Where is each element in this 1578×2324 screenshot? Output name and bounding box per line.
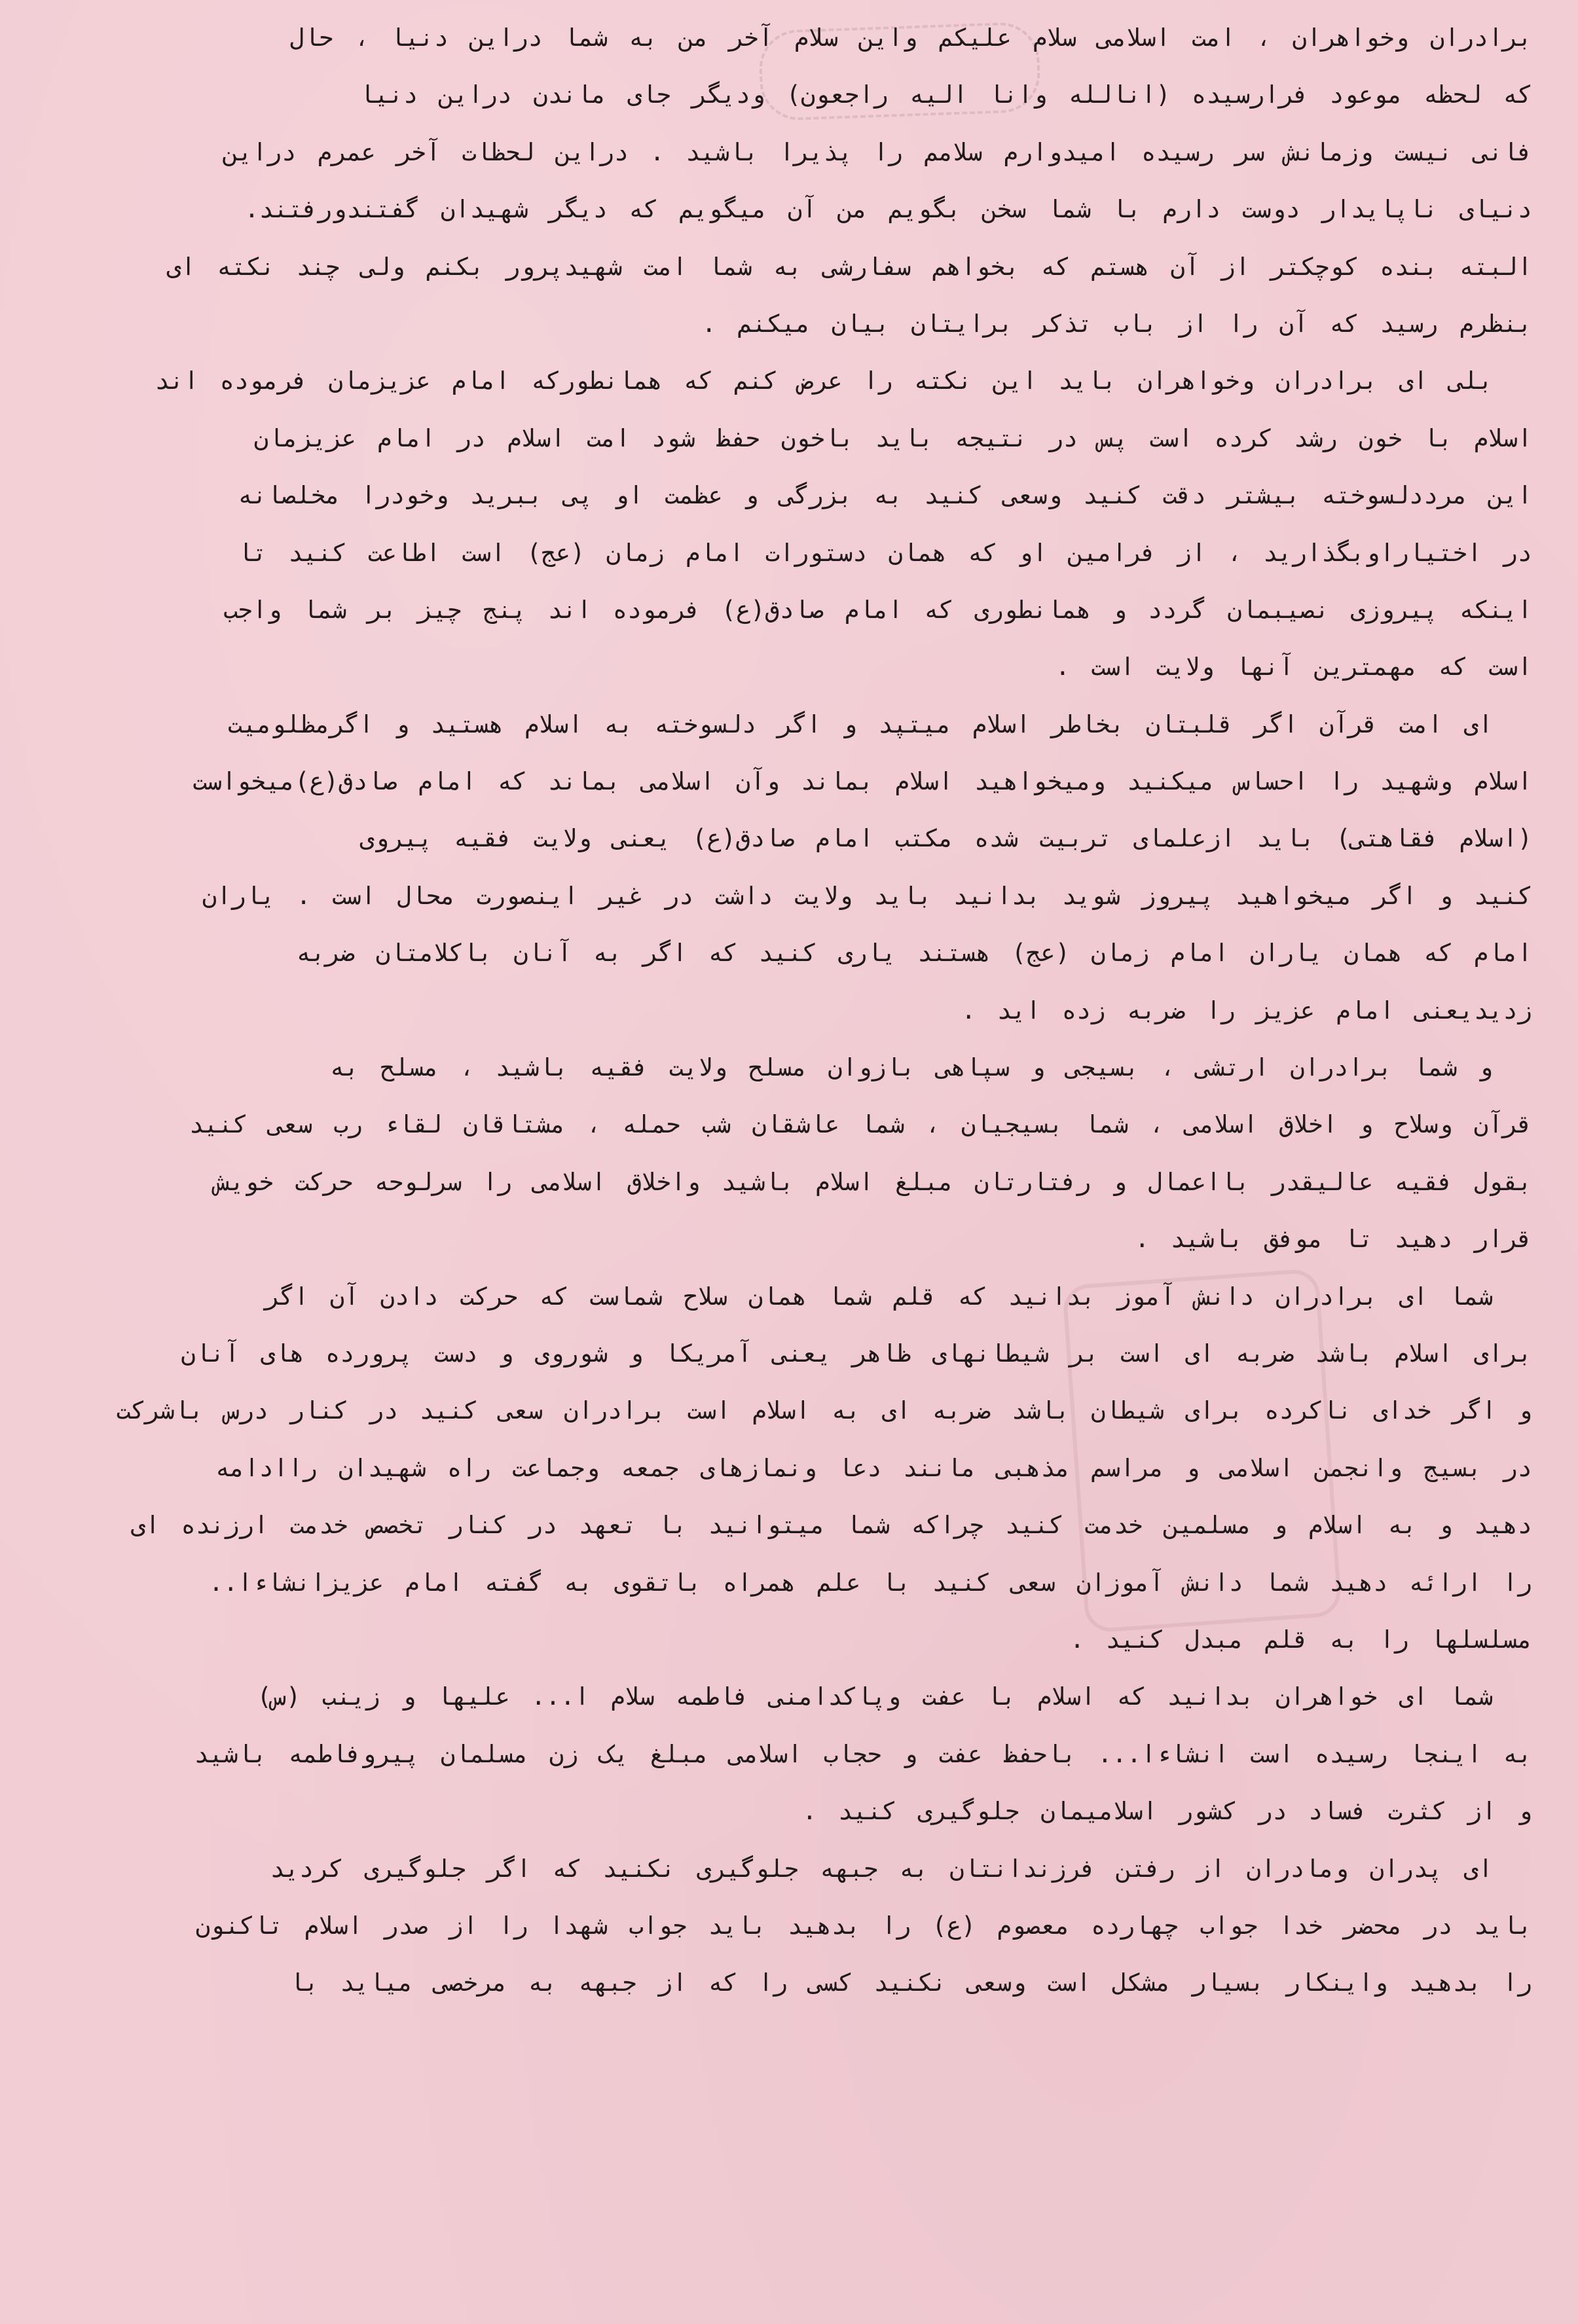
- text-line: اینکه پیروزی نصیبمان گردد و همانطوری که امام صادق(ع) فرموده اند پنج چیز بر شما واجب: [223, 595, 1532, 624]
- text-line: است که مهمترین آنها ولایت است .: [1055, 653, 1532, 681]
- text-line: بقول فقیه عالیقدر بااعمال و رفتارتان مبلغ اسلام باشید واخلاق اسلامی را سرلوحه حرکت خویش: [215, 1167, 1532, 1196]
- text-line: فانی نیست وزمانش سر رسیده امیدوارم سلامم را پذیرا باشید . دراین لحظات آخر عمرم دراین: [223, 137, 1532, 166]
- paragraph-start: ای پدران ومادران از رفتن فرزندانتان به جبهه جلوگیری نکنید که اگر جلوگیری کردید: [270, 1854, 1493, 1883]
- text-line: این مرددلسوخته بیشتر دقت کنید وسعی کنید به بزرگی و عظمت او پی ببرید وخودرا مخلصانه: [238, 481, 1532, 510]
- text-line: دهید و به اسلام و مسلمین خدمت کنید چراکه شما میتوانید با تعهد در کنار تخصص خدمت ارزنده ای: [130, 1511, 1532, 1540]
- paragraph-start: شما ای برادران دانش آموز بدانید که قلم شما همان سلاح شماست که حرکت دادن آن اگر: [265, 1282, 1493, 1311]
- text-line: اسلام با خون رشد کرده است پس در نتیجه باید باخون حفظ شود امت اسلام در امام عزیزمان: [253, 424, 1532, 452]
- text-line: و از کثرت فساد در کشور اسلامیمان جلوگیری کنید .: [802, 1797, 1532, 1826]
- text-line: و اگر خدای ناکرده برای شیطان باشد ضربه ای به اسلام است برادران سعی کنید در کنار درس باشرکت: [116, 1396, 1532, 1425]
- text-line: امام که همان یاران امام زمان (عج) هستند یاری کنید که اگر به آنان باکلامتان ضربه: [296, 939, 1532, 968]
- paragraph-start: شما ای خواهران بدانید که اسلام با عفت وپاکدامنی فاطمه سلام ا... علیها و زینب (س): [257, 1682, 1493, 1711]
- text-line: در بسیج وانجمن اسلامی و مراسم مذهبی مانند دعا ونمازهای جمعه وجماعت راه شهیدان راادامه: [215, 1453, 1532, 1482]
- text-line: را ارائه دهید شما دانش آموزان سعی کنید با علم همراه باتقوی به گفته امام عزیزانشاءا..: [208, 1568, 1532, 1597]
- text-line: در اختیاراوبگذارید ، از فرامین او که همان دستورات امام زمان (عج) است اطاعت کنید تا: [238, 538, 1532, 567]
- text-line: (اسلام فقاهتی) باید ازعلمای تربیت شده مکتب امام صادق(ع) یعنی ولایت فقیه پیروی: [359, 824, 1532, 853]
- text-line: باید در محضر خدا جواب چهارده معصوم (ع) را بدهید باید جواب شهدا را از صدر اسلام تاکنون: [195, 1911, 1532, 1940]
- text-line: البته بنده کوچکتر از آن هستم که بخواهم سفارشی به شما امت شهیدپرور بکنم ولی چند نکته ای: [166, 252, 1532, 281]
- text-line: بنظرم رسید که آن را از باب تذکر برایتان بیان میکنم .: [701, 309, 1532, 338]
- text-line: مسلسلها را به قلم مبدل کنید .: [1069, 1625, 1532, 1654]
- text-line: را بدهید واینکار بسیار مشکل است وسعی نکنید کسی را که از جبهه به مرخصی میاید با: [289, 1969, 1532, 1997]
- text-line: که لحظه موعود فرارسیده (انالله وانا الیه راجعون) ودیگر جای ماندن دراین دنیا: [359, 81, 1532, 109]
- paragraph-start: و شما برادران ارتشی ، بسیجی و سپاهی بازوان مسلح ولایت فقیه باشید ، مسلح به: [329, 1053, 1493, 1082]
- paragraph-start: ای امت قرآن اگر قلبتان بخاطر اسلام میتپد و اگر دلسوخته به اسلام هستید و اگرمظلومیت: [227, 710, 1493, 738]
- text-line: قرآن وسلاح و اخلاق اسلامی ، شما بسیجیان ، شما عاشقان شب حمله ، مشتاقان لقاء رب سعی کنید: [189, 1110, 1532, 1139]
- text-line: برای اسلام باشد ضربه ای است بر شیطانهای ظاهر یعنی آمریکا و شوروی و دست پرورده های آنان: [181, 1339, 1532, 1368]
- text-line: به اینجا رسیده است انشاءا... باحفظ عفت و حجاب اسلامی مبلغ یک زن مسلمان پیروفاطمه باشید: [194, 1739, 1532, 1768]
- text-line: قرار دهید تا موفق باشید .: [1135, 1225, 1532, 1254]
- text-line: دنیای ناپایدار دوست دارم با شما سخن بگویم من آن میگویم که دیگر شهیدان گفتندورفتند.: [244, 195, 1532, 224]
- text-line: کنید و اگر میخواهید پیروز شوید بدانید باید ولایت داشت در غیر اینصورت محال است . یاران: [202, 881, 1532, 910]
- paragraph-start: بلی ای برادران وخواهران باید این نکته را عرض کنم که همانطورکه امام عزیزمان فرموده اند: [155, 367, 1493, 395]
- text-line: برادران وخواهران ، امت اسلامی سلام علیکم واین سلام آخر من به شما دراین دنیا ، حال: [289, 24, 1532, 52]
- text-line: اسلام وشهید را احساس میکنید ومیخواهید اسلام بماند وآن اسلامی بماند که امام صادق(ع)میخواست: [193, 767, 1532, 796]
- text-line: زدیدیعنی امام عزیز را ضربه زده اید .: [961, 996, 1532, 1025]
- letter-body: [46, 9, 1532, 2012]
